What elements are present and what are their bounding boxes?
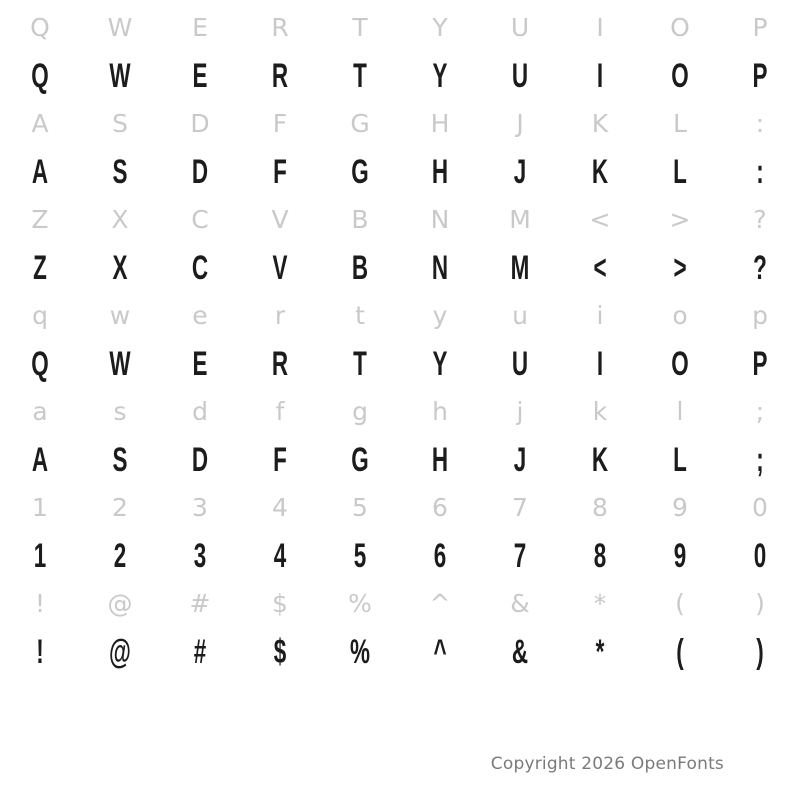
glyph-cell: # bbox=[189, 589, 211, 618]
glyph-cell: 7 bbox=[513, 536, 527, 575]
glyph-cell: g bbox=[352, 397, 368, 426]
glyph-cell: V bbox=[271, 205, 289, 234]
glyph-cell: j bbox=[516, 397, 524, 426]
copyright-notice: Copyright 2026 OpenFonts bbox=[490, 754, 724, 774]
glyph-cell: 0 bbox=[753, 536, 767, 575]
glyph-cell: 3 bbox=[192, 493, 208, 522]
reference-row bbox=[0, 580, 800, 627]
glyph-cell: G bbox=[351, 440, 369, 479]
glyph-cell: 9 bbox=[672, 493, 688, 522]
glyph-cell: L bbox=[673, 440, 687, 479]
glyph-cell: ! bbox=[34, 589, 46, 618]
glyph-cell: ( bbox=[676, 632, 684, 671]
glyph-cell: B bbox=[351, 248, 369, 287]
glyph-cell: R bbox=[271, 344, 289, 383]
specimen-row bbox=[0, 627, 800, 676]
glyph-cell: 6 bbox=[433, 536, 447, 575]
glyph-cell: 7 bbox=[512, 493, 528, 522]
glyph-cell: R bbox=[271, 56, 289, 95]
glyph-cell: Y bbox=[432, 13, 448, 42]
glyph-cell: D bbox=[191, 152, 209, 191]
glyph-cell: r bbox=[274, 301, 286, 330]
glyph-cell: ; bbox=[756, 440, 764, 479]
glyph-cell: ) bbox=[755, 589, 765, 618]
glyph-cell: Z bbox=[33, 248, 47, 287]
glyph-cell: K bbox=[591, 152, 609, 191]
glyph-cell: F bbox=[272, 109, 288, 138]
glyph-cell: E bbox=[192, 56, 208, 95]
glyph-cell: A bbox=[31, 440, 49, 479]
glyph-cell: X bbox=[112, 248, 128, 287]
glyph-cell: f bbox=[275, 397, 285, 426]
glyph-cell: S bbox=[112, 152, 128, 191]
glyph-cell: X bbox=[111, 205, 129, 234]
glyph-cell: A bbox=[31, 152, 49, 191]
reference-row bbox=[0, 100, 800, 147]
glyph-cell: 5 bbox=[353, 536, 367, 575]
glyph-cell: C bbox=[191, 248, 209, 287]
glyph-cell: B bbox=[351, 205, 369, 234]
glyph-cell: 4 bbox=[272, 493, 288, 522]
glyph-cell: k bbox=[592, 397, 608, 426]
glyph-cell: ^ bbox=[429, 589, 451, 618]
specimen-row bbox=[0, 531, 800, 580]
glyph-cell: G bbox=[351, 152, 369, 191]
glyph-cell: @ bbox=[107, 589, 133, 618]
reference-row bbox=[0, 388, 800, 435]
reference-row bbox=[0, 4, 800, 51]
glyph-cell: & bbox=[510, 589, 530, 618]
glyph-cell: T bbox=[353, 56, 367, 95]
glyph-cell: 0 bbox=[752, 493, 768, 522]
glyph-cell: e bbox=[192, 301, 208, 330]
glyph-cell: F bbox=[273, 152, 287, 191]
glyph-cell: H bbox=[431, 440, 449, 479]
glyph-cell: K bbox=[591, 109, 609, 138]
glyph-cell: 6 bbox=[432, 493, 448, 522]
glyph-cell: P bbox=[752, 344, 768, 383]
glyph-cell: $ bbox=[273, 632, 287, 671]
glyph-cell: u bbox=[512, 301, 528, 330]
reference-row bbox=[0, 196, 800, 243]
glyph-cell: % bbox=[350, 632, 370, 671]
glyph-cell: y bbox=[432, 301, 448, 330]
glyph-cell: % bbox=[348, 589, 372, 618]
glyph-cell: > bbox=[673, 248, 687, 287]
glyph-cell: O bbox=[671, 56, 689, 95]
glyph-cell: S bbox=[112, 440, 128, 479]
glyph-cell: Y bbox=[432, 56, 448, 95]
glyph-cell: 1 bbox=[33, 536, 47, 575]
glyph-cell: p bbox=[752, 301, 768, 330]
glyph-cell: O bbox=[670, 13, 690, 42]
glyph-cell: D bbox=[190, 109, 210, 138]
glyph-cell: @ bbox=[109, 632, 131, 671]
glyph-cell: < bbox=[589, 205, 611, 234]
glyph-cell: 3 bbox=[193, 536, 207, 575]
glyph-cell: M bbox=[510, 248, 530, 287]
glyph-cell: # bbox=[193, 632, 207, 671]
glyph-cell: Q bbox=[30, 13, 50, 42]
glyph-cell: d bbox=[192, 397, 208, 426]
glyph-cell: I bbox=[596, 56, 604, 95]
specimen-row bbox=[0, 243, 800, 292]
glyph-cell: ? bbox=[753, 205, 767, 234]
specimen-row bbox=[0, 435, 800, 484]
glyph-cell: G bbox=[350, 109, 370, 138]
glyph-cell: a bbox=[32, 397, 48, 426]
glyph-cell: A bbox=[31, 109, 49, 138]
glyph-cell: ! bbox=[36, 632, 44, 671]
glyph-cell: D bbox=[191, 440, 209, 479]
glyph-cell: 4 bbox=[273, 536, 287, 575]
reference-row bbox=[0, 292, 800, 339]
glyph-cell: 2 bbox=[113, 536, 127, 575]
glyph-cell: J bbox=[516, 109, 524, 138]
glyph-cell: * bbox=[595, 632, 605, 671]
glyph-cell: U bbox=[511, 344, 529, 383]
glyph-cell: w bbox=[109, 301, 131, 330]
specimen-row bbox=[0, 51, 800, 100]
glyph-cell: l bbox=[676, 397, 684, 426]
glyph-cell: E bbox=[192, 344, 208, 383]
glyph-cell: J bbox=[513, 440, 527, 479]
glyph-cell: F bbox=[273, 440, 287, 479]
specimen-row bbox=[0, 147, 800, 196]
glyph-cell: Z bbox=[31, 205, 49, 234]
glyph-cell: 8 bbox=[593, 536, 607, 575]
glyph-cell: ) bbox=[756, 632, 764, 671]
glyph-cell: N bbox=[431, 248, 449, 287]
glyph-cell: h bbox=[432, 397, 448, 426]
glyph-cell: o bbox=[672, 301, 688, 330]
glyph-cell: W bbox=[109, 344, 131, 383]
glyph-cell: O bbox=[671, 344, 689, 383]
glyph-cell: t bbox=[355, 301, 365, 330]
glyph-cell: H bbox=[431, 152, 449, 191]
glyph-cell: ; bbox=[755, 397, 765, 426]
glyph-cell: I bbox=[596, 344, 604, 383]
glyph-cell: U bbox=[510, 13, 530, 42]
glyph-cell: s bbox=[113, 397, 127, 426]
glyph-cell: J bbox=[513, 152, 527, 191]
glyph-cell: < bbox=[593, 248, 607, 287]
glyph-cell: C bbox=[191, 205, 209, 234]
glyph-cell: & bbox=[511, 632, 529, 671]
glyph-cell: I bbox=[596, 13, 604, 42]
glyph-cell: $ bbox=[272, 589, 288, 618]
glyph-cell: K bbox=[591, 440, 609, 479]
glyph-cell: R bbox=[271, 13, 289, 42]
glyph-cell: : bbox=[755, 109, 765, 138]
glyph-cell: ( bbox=[675, 589, 685, 618]
glyph-cell: U bbox=[511, 56, 529, 95]
glyph-cell: W bbox=[109, 56, 131, 95]
specimen-row bbox=[0, 339, 800, 388]
glyph-cell: * bbox=[593, 589, 607, 618]
glyph-cell: : bbox=[756, 152, 764, 191]
glyph-cell: 2 bbox=[112, 493, 128, 522]
glyph-cell: L bbox=[673, 152, 687, 191]
glyph-cell: ? bbox=[753, 248, 767, 287]
glyph-cell: Q bbox=[31, 56, 49, 95]
glyph-cell: T bbox=[352, 13, 368, 42]
glyph-cell: V bbox=[272, 248, 288, 287]
glyph-cell: q bbox=[32, 301, 48, 330]
glyph-cell: 1 bbox=[32, 493, 48, 522]
glyph-cell: P bbox=[752, 13, 768, 42]
glyph-cell: S bbox=[112, 109, 128, 138]
glyph-cell: 8 bbox=[592, 493, 608, 522]
glyph-cell: T bbox=[353, 344, 367, 383]
glyph-cell: W bbox=[107, 13, 133, 42]
glyph-cell: H bbox=[430, 109, 450, 138]
glyph-cell: P bbox=[752, 56, 768, 95]
glyph-cell: Y bbox=[432, 344, 448, 383]
reference-row bbox=[0, 484, 800, 531]
glyph-cell: ^ bbox=[433, 632, 447, 671]
glyph-cell: L bbox=[673, 109, 687, 138]
glyph-cell: i bbox=[596, 301, 604, 330]
glyph-cell: 5 bbox=[352, 493, 368, 522]
glyph-cell: Q bbox=[31, 344, 49, 383]
glyph-cell: 9 bbox=[673, 536, 687, 575]
glyph-cell: > bbox=[669, 205, 691, 234]
glyph-cell: E bbox=[192, 13, 208, 42]
glyph-cell: N bbox=[430, 205, 450, 234]
glyph-cell: M bbox=[509, 205, 531, 234]
